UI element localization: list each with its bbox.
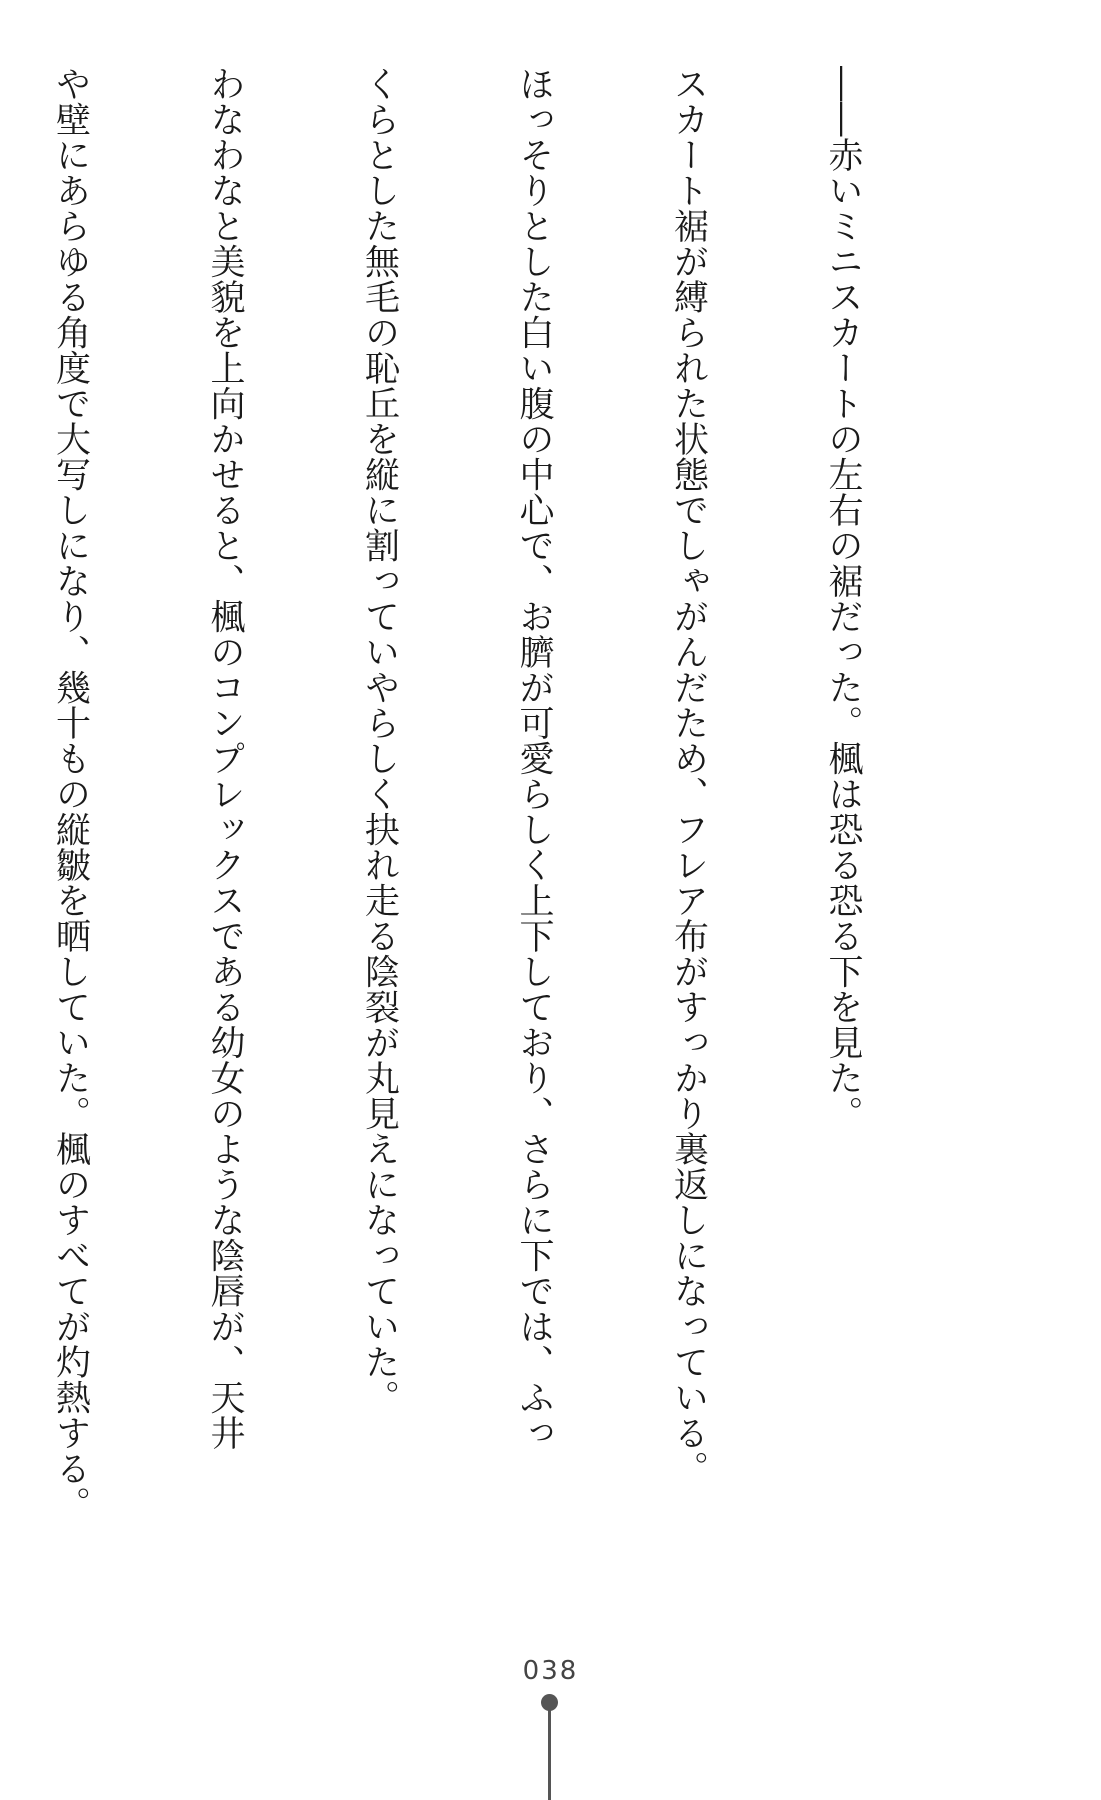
page-marker-line <box>548 1710 551 1800</box>
text-line-4: くらとした無毛の恥丘を縦に割っていやらしく抉れ走る陰裂が丸見えになっていた。 <box>359 66 400 1415</box>
text-line-3: ほっそりとした白い腹の中心で、お臍が可愛らしく上下しており、さらに下では、ふっ <box>514 66 554 1451</box>
text-line-1: ――赤いミニスカートの左右の裾だった。楓は恐る恐る下を見た。 <box>823 66 863 1131</box>
text-line-5: わなわなと美貌を上向かせると、楓のコンプレックスである幼女のような陰唇が、天井 <box>205 66 245 1451</box>
body-text <box>0 66 971 1522</box>
page-marker-dot <box>541 1694 558 1711</box>
text-line-2: スカート裾が縛られた状態でしゃがんだため、フレア布がすっかり裏返しになっている。 <box>668 66 709 1486</box>
page-number: 038 <box>522 1656 579 1686</box>
text-line-6: や壁にあらゆる角度で大写しになり、幾十もの縦皺を晒していた。楓のすべてが灼熱する。 <box>50 66 91 1522</box>
